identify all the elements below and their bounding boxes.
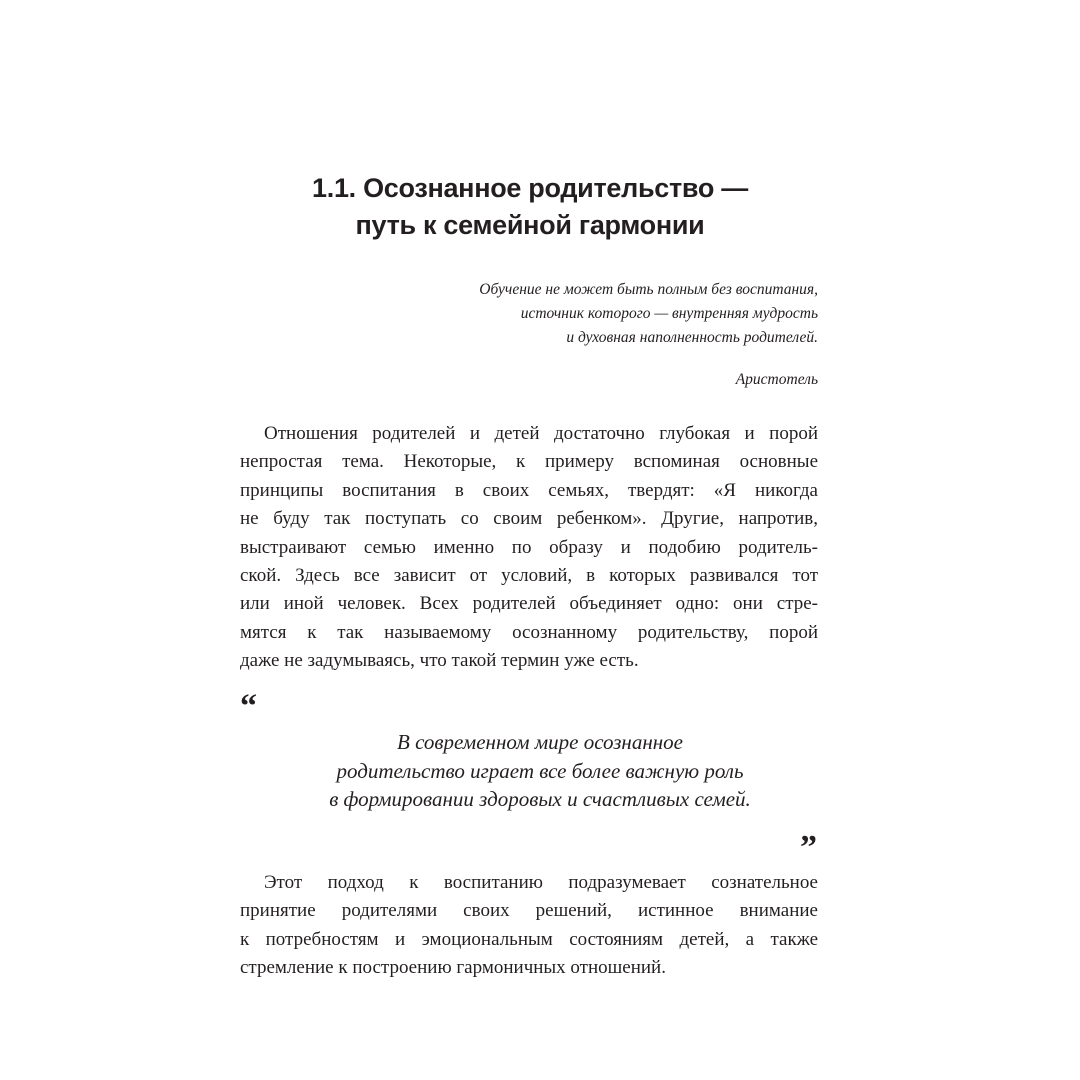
paragraph-line: даже не задумываясь, что такой термин уже есть. [240, 650, 639, 672]
paragraph-line: не буду так поступать со своим ребенком». Другие, напротив, [240, 508, 818, 530]
epigraph-line: Обучение не может быть полным без воспитания, [479, 281, 818, 298]
open-quote-icon: “ [240, 688, 257, 725]
pull-quote-line: В современном мире осознанное [397, 730, 683, 754]
heading-line: 1.1. Осознанное родительство — [312, 173, 748, 203]
epigraph-line: и духовная наполненность родителей. [566, 329, 818, 346]
paragraph-line: Этот подход к воспитанию подразумевает сознательное [264, 872, 818, 893]
body-paragraph-1 [240, 420, 818, 676]
paragraph-line: выстраивают семью именно по образу и подобию родитель- [240, 536, 818, 558]
epigraph-author: Аристотель [735, 371, 818, 388]
paragraph-line: Отношения родителей и детей достаточно глубокая и порой [264, 423, 818, 444]
pull-quote [260, 728, 820, 814]
chapter-heading [240, 170, 820, 244]
pull-quote-line: в формировании здоровых и счастливых семей. [329, 787, 751, 811]
paragraph-line: стремление к построению гармоничных отношений. [240, 957, 666, 979]
body-paragraph-2 [240, 869, 818, 983]
close-quote-icon: ” [800, 829, 817, 866]
epigraph-line: источник которого — внутренняя мудрость [520, 305, 818, 322]
paragraph-line: мятся к так называемому осознанному родительству, порой [240, 621, 818, 643]
heading-line: путь к семейной гармонии [355, 210, 705, 240]
paragraph-line: принципы воспитания в своих семьях, твердят: «Я никогда [240, 479, 818, 501]
paragraph-line: непростая тема. Некоторые, к примеру вспоминая основные [240, 451, 818, 473]
paragraph-line: к потребностям и эмоциональным состояниям детей, а также [240, 928, 818, 950]
epigraph [479, 278, 818, 350]
pull-quote-line: родительство играет все более важную роль [336, 758, 744, 783]
paragraph-line: или иной человек. Всех родителей объединяет одно: они стре- [240, 593, 818, 615]
paragraph-line: ской. Здесь все зависит от условий, в которых развивался тот [240, 565, 818, 587]
paragraph-line: принятие родителями своих решений, истинное внимание [240, 900, 818, 922]
